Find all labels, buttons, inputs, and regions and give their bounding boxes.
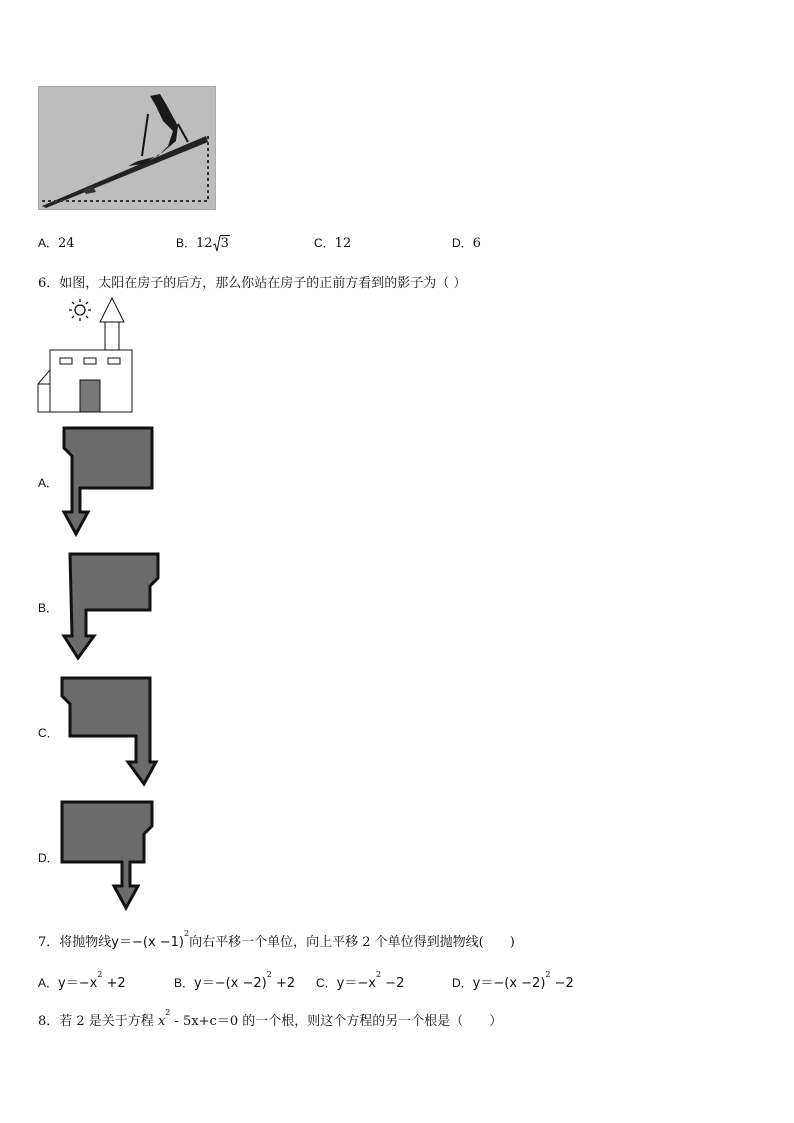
q6-option-a-label: A．: [38, 476, 59, 490]
q7-option-d: D．$y=-(x -2)^2 -2$: [452, 970, 574, 991]
q5-option-c: C．12: [314, 236, 352, 251]
q6-option-d-shape: [58, 800, 158, 916]
q6-stem: 6．如图，太阳在房子的后方，那么你站在房子的正前方看到的影子为（ ）: [38, 276, 467, 291]
q6-option-b-shape: [58, 550, 162, 666]
q5-option-b: B．12 3: [176, 236, 229, 251]
q6-option-c-label: C．: [38, 726, 59, 740]
q6-option-a-shape: [58, 426, 158, 542]
q6-option-b-label: B．: [38, 601, 59, 615]
skier-photo: [38, 86, 216, 210]
q8-stem: 8．若 2 是关于方程 $x^2 - 5x+c=0$ 的一个根，则这个方程的另一个根是（ ）: [38, 1008, 503, 1029]
q7-option-a: A．$y=-x^2 +2$: [38, 970, 126, 991]
q7-option-b: B．$y=-(x -2)^2 +2$: [174, 970, 296, 991]
sun-icon: [69, 299, 91, 321]
sqrt-symbol: 3: [213, 236, 230, 251]
q5-option-a: A．24: [38, 236, 75, 251]
q6-option-c-shape: [58, 676, 162, 792]
q6-option-d-label: D．: [38, 851, 59, 865]
q5-option-d: D．6: [452, 236, 481, 251]
q7-option-c: C．$y=-x^2 -2$: [316, 970, 405, 991]
house-figure: [36, 296, 138, 420]
q7-stem: 7．将抛物线$y=-(x -1)^2$向右平移一个单位，向上平移 2 个单位得到抛物线( ): [38, 929, 515, 950]
